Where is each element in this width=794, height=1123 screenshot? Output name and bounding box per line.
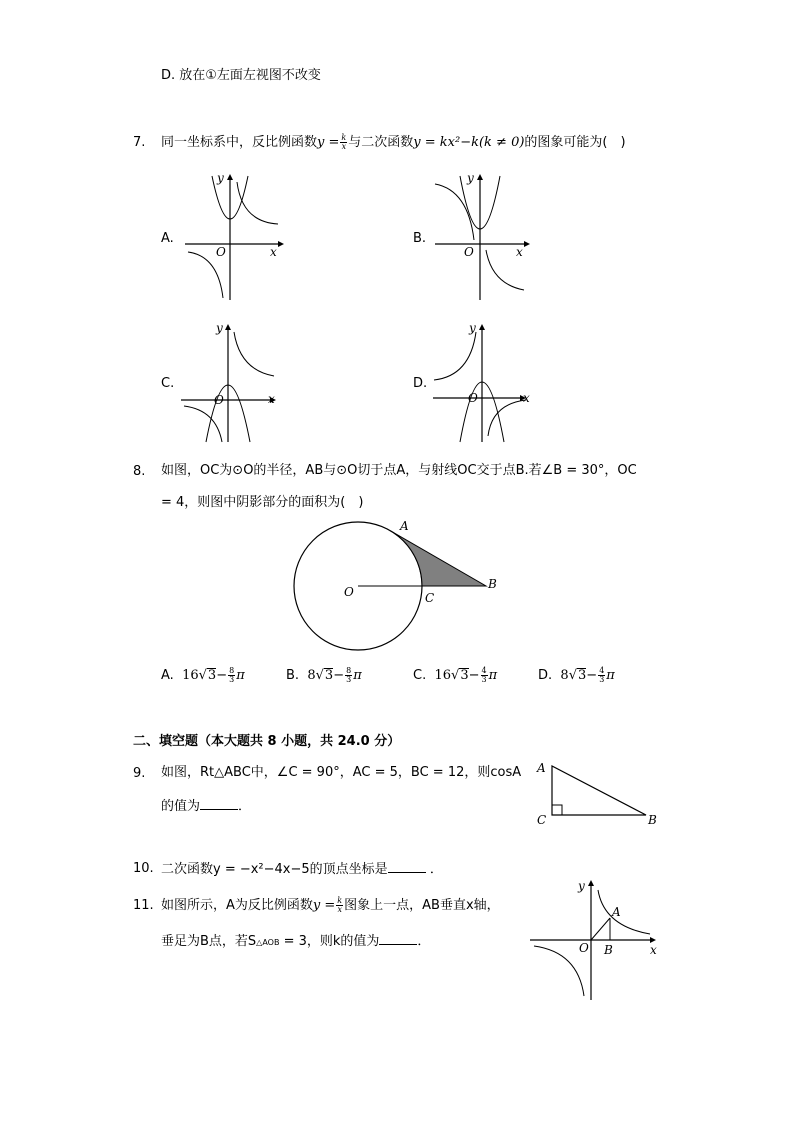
origin-label: O [214,393,224,407]
q10-end: ． [429,862,443,877]
hyperbola-branch-1 [435,184,474,240]
point-c-label: C [537,813,547,827]
point-b-label: B [604,943,613,957]
x-label: x [270,245,277,259]
origin-label: O [468,391,478,405]
q11-line2 [161,934,430,948]
shaded-region [390,531,486,586]
q11-line1 [161,893,500,917]
q7-option-b-label: B. [413,231,427,246]
origin-label: O [579,941,589,955]
q6-option-d: D. 放在①左面左视图不改变 [161,68,321,83]
q8-figure [290,516,520,656]
segment-oa [591,918,610,940]
q7-option-a-label: A. [161,231,174,246]
den: 3 [481,674,487,684]
q11-line2-b: = 3，则k的值为 [279,934,380,949]
hyperbola-branch-2 [184,406,222,442]
point-o-label: O [344,585,354,599]
right-angle-mark [552,805,562,815]
hyperbola-branch-1 [598,890,650,934]
x-label: x [650,943,657,957]
num: 4 [481,665,487,675]
x-label: x [523,391,530,405]
fraction [228,667,235,684]
q10-text: 二次函数y = −x²−4x−5的顶点坐标是 [161,862,388,877]
q11-subscript: △AOB [256,938,280,947]
point-a-label: A [400,519,409,533]
q11-number: 11. [133,898,154,913]
radicand: 3 [460,668,469,683]
option-label: B. [286,667,300,683]
radicand: 3 [207,668,217,683]
section-2-title: 二、填空题（本大题共 8 小题，共 24.0 分） [133,734,401,749]
fraction [481,667,488,684]
y-arrow-icon [225,324,231,330]
point-a-label: A [537,761,546,775]
y-label: y [467,171,474,185]
minus: − [468,667,480,683]
y-arrow-icon [479,324,485,330]
coef: 16 [182,667,199,683]
q9-end: ． [238,799,252,814]
q10-number: 10. [133,861,154,876]
answer-blank[interactable] [200,799,238,810]
q10-line [161,862,443,876]
hyperbola-branch-1 [434,332,476,380]
x-arrow-icon [524,241,530,247]
radicand: 3 [324,668,334,683]
den: 3 [599,674,605,684]
q7-f1-lhs: y = [317,134,340,150]
option-label: D. [538,667,553,683]
origin-label: O [216,245,226,259]
coef: 8 [307,667,316,683]
coef: 8 [560,667,569,683]
q9-line1: 如图，Rt△ABC中，∠C = 90°，AC = 5，BC = 12，则cosA [161,765,522,780]
minus: − [333,667,345,683]
triangle-abc [552,766,646,815]
option-label: C. [413,667,427,683]
option-label: A. [161,667,174,683]
answer-blank[interactable] [388,862,426,873]
q11-f-lhs: y = [312,897,336,913]
pi: π [236,667,245,683]
q11-line2-a: 垂足为B点，若S [161,934,257,949]
q7-number: 7. [133,135,146,150]
x-arrow-icon [278,241,284,247]
num: 8 [346,665,352,675]
hyperbola-branch-1 [234,332,274,376]
q7-f1-num: k [341,132,347,142]
q7-f1-den: x [341,141,347,151]
q11-figure [528,878,668,1003]
q9-number: 9. [133,766,146,781]
q9-figure [534,758,674,828]
hyperbola-branch-2 [488,400,526,436]
q7-text-c: 的图象可能为( ) [524,134,626,150]
point-a-label: A [612,905,621,919]
q7-text-b: 与二次函数 [348,134,414,150]
q8-line1: 如图，OC为⊙O的半径，AB与⊙O切于点A，与射线OC交于点B.若∠B = 30°，OC [161,463,637,478]
q8-option-a: A. 16 √ 3 − $\frac{8}{3}$ π [161,665,245,684]
point-c-label: C [425,591,435,605]
q11-frac [336,897,343,914]
x-label: x [516,245,523,259]
q7-graph-b [430,172,550,302]
q7-graph-c [178,318,298,448]
pi: π [606,667,615,683]
y-label: y [217,171,224,185]
q9-line2 [161,799,251,813]
origin-label: O [464,245,474,259]
hyperbola-branch-1 [237,182,278,224]
x-label: x [268,392,275,406]
den: 3 [229,674,235,684]
y-label: y [578,879,585,893]
y-label: y [216,321,223,335]
y-arrow-icon [227,174,233,180]
q7-graph-d [430,318,550,448]
q11-text-b: 图象上一点，AB垂直x轴， [344,897,500,913]
q9-line2-text: 的值为 [161,799,201,814]
den: x [337,904,342,914]
hyperbola-branch-2 [534,946,584,996]
y-arrow-icon [588,880,594,886]
den: 3 [346,674,352,684]
answer-blank[interactable] [379,934,417,945]
pi: π [353,667,362,683]
q7-option-d-label: D. [413,376,428,391]
point-b-label: B [648,813,657,827]
y-arrow-icon [477,174,483,180]
radicand: 3 [578,668,587,683]
num: k [337,895,343,905]
q7-option-c-label: C. [161,376,175,391]
point-b-label: B [488,577,497,591]
q8-option-b: B. 8 √ 3 − $\frac{8}{3}$ π [286,665,362,684]
q8-line2: = 4，则图中阴影部分的面积为( ) [161,495,364,510]
num: 4 [599,665,605,675]
q8-option-c: C. 16 √ 3 − $\frac{4}{3}$ π [413,665,498,684]
q7-graph-a [180,172,300,302]
num: 8 [229,665,235,675]
q8-number: 8. [133,464,146,479]
coef: 16 [434,667,452,683]
q8-option-d: D. 8 √ 3 − $\frac{4}{3}$ π [538,665,615,684]
q11-end: ． [417,934,431,949]
minus: − [586,667,598,683]
pi: π [488,667,498,683]
y-label: y [469,321,476,335]
q7-f1-frac [340,134,347,151]
q7-text-a: 同一坐标系中，反比例函数 [161,134,318,150]
q11-text-a: 如图所示，A为反比例函数 [161,897,313,913]
fraction [598,667,605,684]
q7-stem [161,130,626,154]
minus: − [216,667,228,683]
fraction [345,667,352,684]
q7-f2: y = kx²−k(k ≠ 0) [413,134,525,150]
